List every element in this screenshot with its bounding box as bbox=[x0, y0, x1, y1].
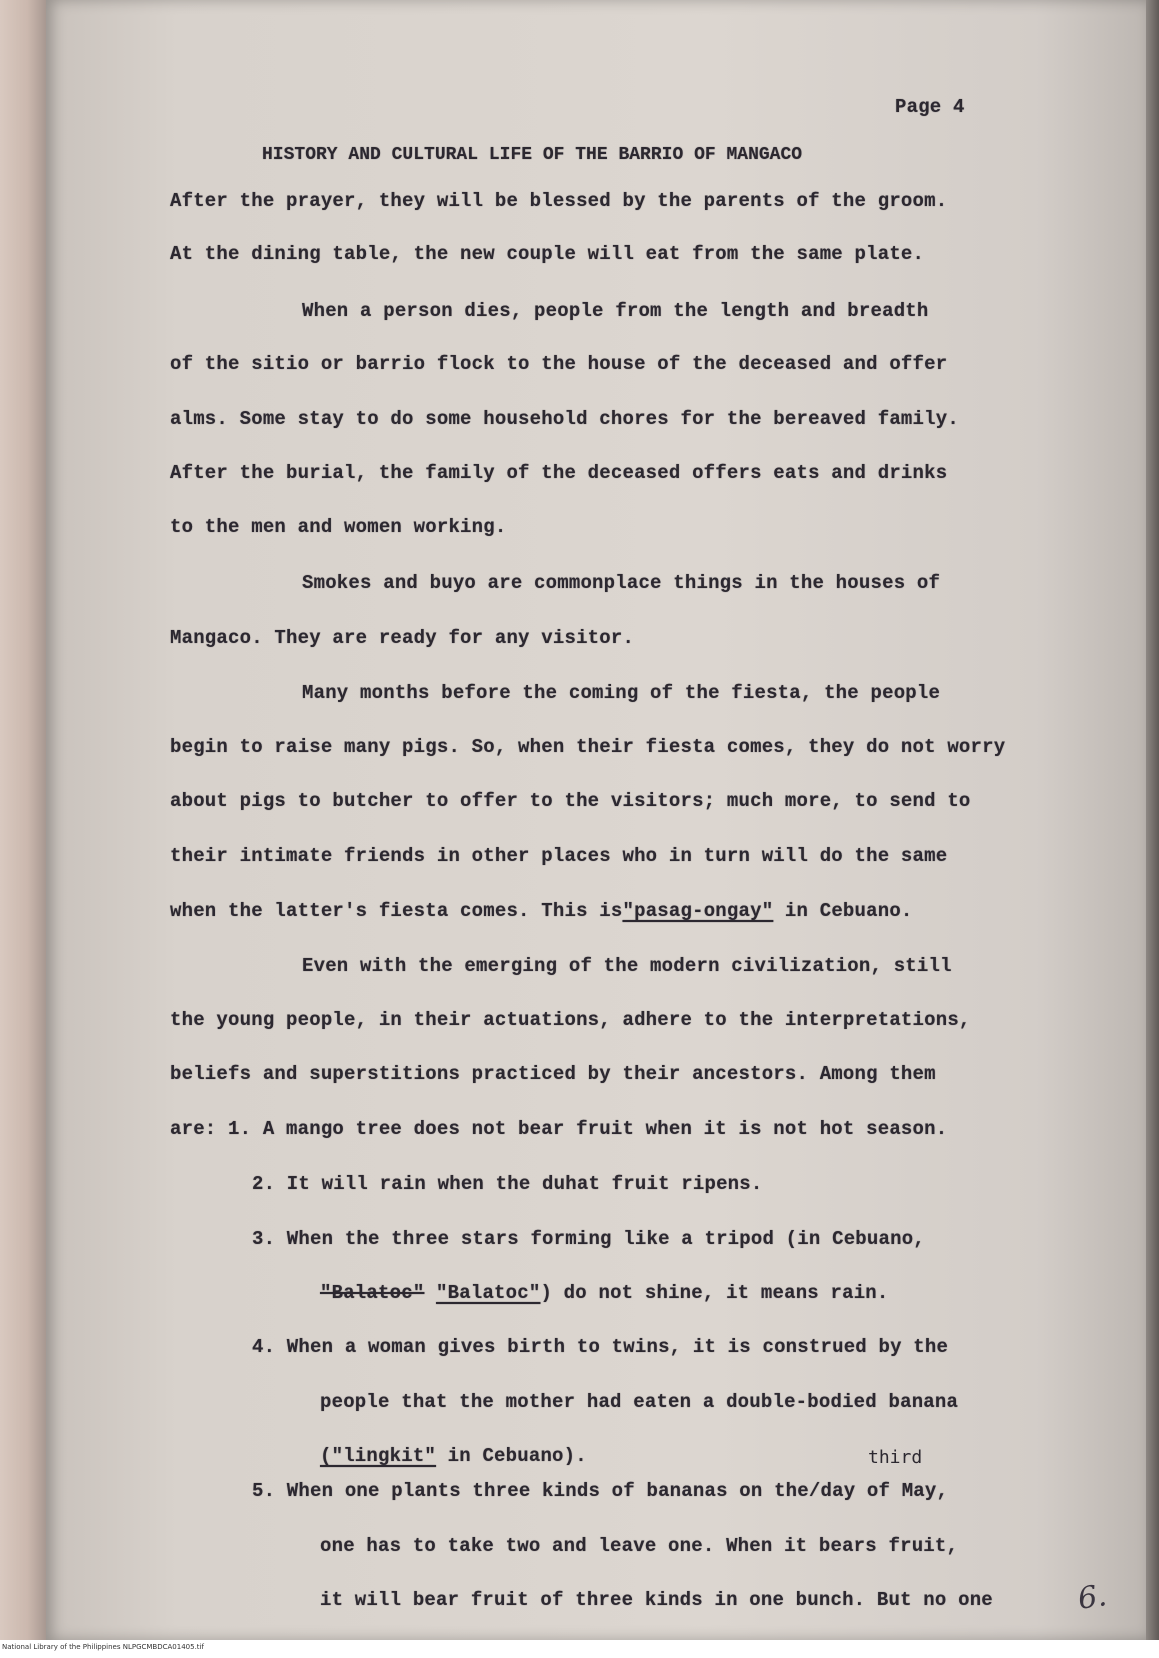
cebuano-term: ("lingkit" bbox=[320, 1445, 437, 1467]
struck-term: "Balatoc" bbox=[320, 1282, 425, 1304]
text-line: After the prayer, they will be blessed by the parents of the groom. bbox=[170, 190, 948, 212]
book-binding bbox=[0, 0, 46, 1640]
text-line: their intimate friends in other places who in turn will do the same bbox=[170, 845, 948, 867]
document-title: HISTORY AND CULTURAL LIFE OF THE BARRIO OF MANGACO bbox=[262, 145, 803, 165]
list-item: 4. When a woman gives birth to twins, it is construed by the bbox=[252, 1336, 949, 1358]
cebuano-term: "pasag-ongay" bbox=[622, 900, 774, 922]
text-line bbox=[320, 1445, 587, 1467]
list-item: 2. It will rain when the duhat fruit ripens. bbox=[252, 1173, 763, 1195]
text-line: After the burial, the family of the deceased offers eats and drinks bbox=[170, 462, 948, 484]
text-line: it will bear fruit of three kinds in one bunch. But no one bbox=[320, 1589, 993, 1611]
text-line: Many months before the coming of the fiesta, the people bbox=[302, 682, 941, 704]
text-run: in Cebuano. bbox=[773, 900, 913, 922]
text-line bbox=[320, 1282, 889, 1304]
text-line: Smokes and buyo are commonplace things in the houses of bbox=[302, 572, 941, 594]
text-line: begin to raise many pigs. So, when their fiesta comes, they do not worry bbox=[170, 736, 1006, 758]
text-line: people that the mother had eaten a double-bodied banana bbox=[320, 1391, 959, 1413]
list-item: 5. When one plants three kinds of bananas on the/day of May, bbox=[252, 1480, 949, 1502]
text-line: of the sitio or barrio flock to the house of the deceased and offer bbox=[170, 353, 948, 375]
text-line: Mangaco. They are ready for any visitor. bbox=[170, 627, 635, 649]
text-line bbox=[170, 900, 913, 922]
text-line: alms. Some stay to do some household chores for the bereaved family. bbox=[170, 408, 959, 430]
handwritten-folio-number: 6. bbox=[1075, 1578, 1109, 1617]
text-run: ) do not shine, it means rain. bbox=[540, 1282, 889, 1304]
text-line: beliefs and superstitions practiced by their ancestors. Among them bbox=[170, 1063, 936, 1085]
text-line: When a person dies, people from the length and breadth bbox=[302, 300, 929, 322]
text-line: about pigs to butcher to offer to the visitors; much more, to send to bbox=[170, 790, 971, 812]
inserted-word: third bbox=[868, 1447, 923, 1468]
text-line: Even with the emerging of the modern civilization, still bbox=[302, 955, 952, 977]
list-item: 3. When the three stars forming like a tripod (in Cebuano, bbox=[252, 1228, 925, 1250]
scan-footer-label: National Library of the Philippines NLPGCMBDCA01405.tif bbox=[2, 1643, 204, 1651]
cebuano-term: "Balatoc" bbox=[436, 1282, 541, 1304]
page-number: Page 4 bbox=[895, 96, 965, 118]
text-run: in Cebuano). bbox=[447, 1445, 587, 1467]
list-item: are: 1. A mango tree does not bear fruit when it is not hot season. bbox=[170, 1118, 948, 1140]
text-run: when the latter's fiesta comes. This is bbox=[170, 900, 623, 922]
text-line: one has to take two and leave one. When it bears fruit, bbox=[320, 1535, 959, 1557]
text-line: the young people, in their actuations, adhere to the interpretations, bbox=[170, 1009, 971, 1031]
text-line: to the men and women working. bbox=[170, 516, 507, 538]
page-edge bbox=[1146, 0, 1159, 1640]
text-line: At the dining table, the new couple will eat from the same plate. bbox=[170, 243, 925, 265]
